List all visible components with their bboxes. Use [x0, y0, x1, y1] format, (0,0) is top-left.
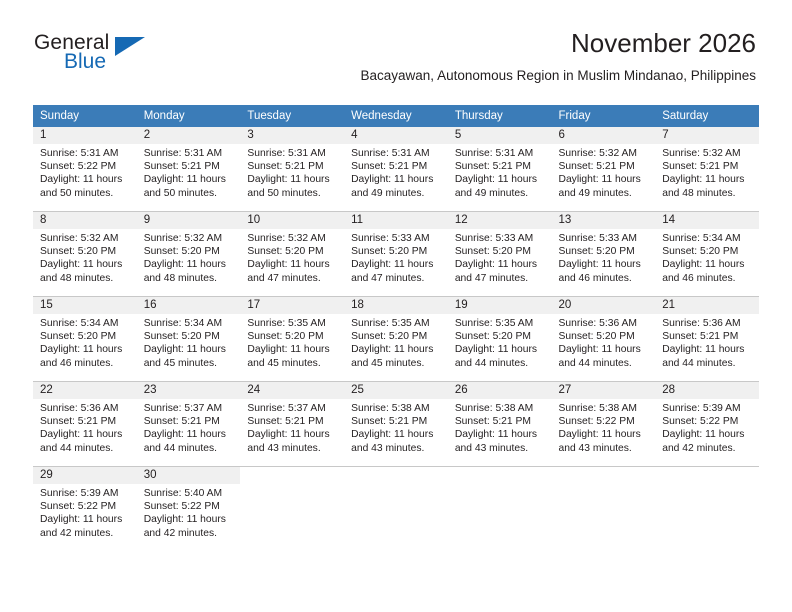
day-number: 1: [33, 127, 137, 144]
day-details: [448, 399, 552, 455]
daylight-text-line2: and 45 minutes.: [143, 357, 217, 369]
sunrise-text: Sunrise: 5:33 AM: [454, 233, 534, 244]
calendar-week-row: [33, 467, 759, 552]
calendar-cell[interactable]: [655, 382, 759, 467]
sunset-text: Sunset: 5:20 PM: [558, 246, 635, 258]
calendar-cell[interactable]: [448, 382, 552, 467]
day-details: [33, 399, 137, 455]
daylight-text-line1: Daylight: 11 hours: [143, 174, 226, 186]
calendar-cell[interactable]: [137, 467, 241, 552]
day-details: [448, 314, 552, 370]
daylight-text-line2: and 45 minutes.: [247, 357, 321, 369]
calendar-week-row: [33, 212, 759, 297]
calendar-day[interactable]: [448, 127, 552, 211]
day-details: [137, 144, 241, 200]
day-number: 12: [448, 212, 552, 229]
calendar-day[interactable]: [33, 467, 137, 551]
day-number: 10: [240, 212, 344, 229]
day-details: [344, 399, 448, 455]
sunrise-text: Sunrise: 5:31 AM: [351, 148, 430, 159]
sunset-text: Sunset: 5:21 PM: [558, 161, 635, 173]
day-details: [344, 314, 448, 370]
calendar-cell[interactable]: [448, 467, 552, 552]
sunrise-text: Sunrise: 5:32 AM: [143, 233, 223, 244]
calendar-table: [33, 105, 759, 551]
daylight-text-line2: and 49 minutes.: [351, 187, 425, 199]
day-number: 22: [33, 382, 137, 399]
sunrise-text: Sunrise: 5:37 AM: [247, 403, 326, 414]
calendar-cell[interactable]: [240, 467, 344, 552]
daylight-text-line2: and 50 minutes.: [247, 187, 321, 199]
day-number: 9: [137, 212, 241, 229]
sunrise-text: Sunrise: 5:37 AM: [143, 403, 223, 414]
day-details: [137, 484, 241, 540]
sunrise-text: Sunrise: 5:36 AM: [558, 318, 637, 329]
calendar-day[interactable]: [655, 382, 759, 466]
calendar-cell[interactable]: [344, 297, 448, 382]
calendar-day[interactable]: [655, 127, 759, 211]
calendar-day[interactable]: [552, 212, 656, 296]
sunset-text: Sunset: 5:22 PM: [662, 416, 739, 428]
sunrise-text: Sunrise: 5:35 AM: [247, 318, 326, 329]
daylight-text-line2: and 46 minutes.: [662, 272, 736, 284]
day-details: [655, 484, 759, 487]
day-details: [240, 229, 344, 285]
day-number: 16: [137, 297, 241, 314]
page-header: [0, 0, 792, 83]
calendar-day[interactable]: [552, 382, 656, 466]
day-details: [655, 399, 759, 455]
calendar-day-empty: [344, 467, 448, 551]
generalblue-logo[interactable]: [34, 31, 164, 79]
sunset-text: Sunset: 5:20 PM: [662, 246, 739, 258]
sunset-text: Sunset: 5:21 PM: [40, 416, 117, 428]
sunrise-text: Sunrise: 5:32 AM: [247, 233, 326, 244]
daylight-text-line2: and 43 minutes.: [247, 442, 321, 454]
day-details: [137, 399, 241, 455]
weekday-header-wednesday: Wednesday: [344, 105, 448, 127]
calendar-cell[interactable]: [240, 297, 344, 382]
sunset-text: Sunset: 5:21 PM: [247, 416, 324, 428]
calendar-day[interactable]: [33, 297, 137, 381]
calendar-cell[interactable]: [137, 297, 241, 382]
daylight-text-line2: and 43 minutes.: [558, 442, 632, 454]
sunset-text: Sunset: 5:21 PM: [247, 161, 324, 173]
daylight-text-line2: and 43 minutes.: [351, 442, 425, 454]
day-details: [240, 399, 344, 455]
day-number: [552, 467, 656, 484]
calendar-day[interactable]: [137, 212, 241, 296]
daylight-text-line2: and 48 minutes.: [40, 272, 114, 284]
page-title: November 2026: [571, 28, 756, 58]
calendar-cell[interactable]: [33, 382, 137, 467]
sunrise-text: Sunrise: 5:39 AM: [662, 403, 741, 414]
daylight-text-line1: Daylight: 11 hours: [454, 344, 538, 356]
daylight-text-line1: Daylight: 11 hours: [40, 174, 123, 186]
daylight-text-line2: and 49 minutes.: [454, 187, 529, 199]
sunset-text: Sunset: 5:20 PM: [247, 331, 324, 343]
sunset-text: Sunset: 5:20 PM: [454, 331, 531, 343]
sunrise-text: Sunrise: 5:35 AM: [351, 318, 430, 329]
day-number: 8: [33, 212, 137, 229]
sunrise-text: Sunrise: 5:35 AM: [454, 318, 534, 329]
daylight-text-line1: Daylight: 11 hours: [247, 174, 330, 186]
sunrise-text: Sunrise: 5:40 AM: [143, 488, 223, 499]
day-details: [137, 314, 241, 370]
sunset-text: Sunset: 5:22 PM: [40, 501, 117, 513]
day-number: 6: [552, 127, 656, 144]
day-details: [344, 484, 448, 487]
calendar-week-row: [33, 297, 759, 382]
sunset-text: Sunset: 5:22 PM: [40, 161, 117, 173]
daylight-text-line1: Daylight: 11 hours: [143, 344, 226, 356]
day-number: 26: [448, 382, 552, 399]
day-number: [240, 467, 344, 484]
daylight-text-line2: and 49 minutes.: [558, 187, 632, 199]
calendar-day[interactable]: [137, 297, 241, 381]
calendar-day[interactable]: [240, 212, 344, 296]
calendar-day[interactable]: [240, 382, 344, 466]
sunrise-text: Sunrise: 5:32 AM: [558, 148, 637, 159]
calendar-day[interactable]: [344, 212, 448, 296]
calendar-cell[interactable]: [448, 212, 552, 297]
sunrise-text: Sunrise: 5:33 AM: [558, 233, 637, 244]
calendar-day[interactable]: [33, 127, 137, 211]
sunrise-text: Sunrise: 5:36 AM: [40, 403, 119, 414]
daylight-text-line1: Daylight: 11 hours: [351, 344, 434, 356]
calendar-day[interactable]: [448, 212, 552, 296]
calendar-cell[interactable]: [33, 212, 137, 297]
sunrise-text: Sunrise: 5:39 AM: [40, 488, 119, 499]
daylight-text-line2: and 42 minutes.: [40, 527, 114, 539]
day-details: [448, 144, 552, 200]
calendar-day[interactable]: [137, 127, 241, 211]
daylight-text-line1: Daylight: 11 hours: [454, 259, 538, 271]
page-subtitle: Bacayawan, Autonomous Region in Muslim Mindanao, Philippines: [360, 68, 756, 83]
calendar-week-row: [33, 382, 759, 467]
calendar-day[interactable]: [137, 382, 241, 466]
daylight-text-line1: Daylight: 11 hours: [247, 259, 330, 271]
sunrise-text: Sunrise: 5:32 AM: [40, 233, 119, 244]
sunrise-text: Sunrise: 5:34 AM: [143, 318, 223, 329]
daylight-text-line1: Daylight: 11 hours: [558, 174, 641, 186]
daylight-text-line1: Daylight: 11 hours: [143, 514, 226, 526]
sunset-text: Sunset: 5:22 PM: [143, 501, 220, 513]
calendar-cell[interactable]: [655, 127, 759, 212]
sunset-text: Sunset: 5:21 PM: [143, 416, 220, 428]
day-details: [240, 144, 344, 200]
calendar-day-empty: [240, 467, 344, 551]
calendar-day[interactable]: [448, 382, 552, 466]
day-number: 20: [552, 297, 656, 314]
sunset-text: Sunset: 5:21 PM: [662, 331, 739, 343]
sunset-text: Sunset: 5:20 PM: [247, 246, 324, 258]
sunset-text: Sunset: 5:20 PM: [351, 246, 428, 258]
daylight-text-line2: and 44 minutes.: [40, 442, 114, 454]
day-number: 14: [655, 212, 759, 229]
daylight-text-line2: and 42 minutes.: [662, 442, 736, 454]
calendar-cell[interactable]: [344, 127, 448, 212]
day-details: [552, 314, 656, 370]
calendar-cell[interactable]: [344, 467, 448, 552]
sunrise-text: Sunrise: 5:38 AM: [351, 403, 430, 414]
calendar-day-empty: [552, 467, 656, 551]
day-details: [552, 229, 656, 285]
calendar-cell[interactable]: [33, 297, 137, 382]
calendar-week-row: [33, 127, 759, 212]
calendar-day[interactable]: [448, 297, 552, 381]
calendar-day[interactable]: [552, 297, 656, 381]
calendar-day[interactable]: [655, 212, 759, 296]
calendar-cell[interactable]: [137, 382, 241, 467]
day-details: [344, 144, 448, 200]
sunrise-text: Sunrise: 5:38 AM: [558, 403, 637, 414]
day-number: 30: [137, 467, 241, 484]
calendar-day[interactable]: [344, 382, 448, 466]
sunset-text: Sunset: 5:21 PM: [454, 161, 531, 173]
day-number: 23: [137, 382, 241, 399]
daylight-text-line1: Daylight: 11 hours: [558, 429, 641, 441]
daylight-text-line2: and 47 minutes.: [247, 272, 321, 284]
day-details: [552, 144, 656, 200]
day-number: 24: [240, 382, 344, 399]
sunset-text: Sunset: 5:21 PM: [351, 161, 428, 173]
daylight-text-line1: Daylight: 11 hours: [351, 429, 434, 441]
daylight-text-line1: Daylight: 11 hours: [40, 344, 123, 356]
calendar-day[interactable]: [137, 467, 241, 551]
triangle-icon: [115, 37, 145, 56]
daylight-text-line2: and 47 minutes.: [351, 272, 425, 284]
daylight-text-line1: Daylight: 11 hours: [143, 259, 226, 271]
logo-text-general: General: [34, 31, 110, 54]
calendar-cell[interactable]: [448, 127, 552, 212]
calendar-cell[interactable]: [655, 297, 759, 382]
day-details: [344, 229, 448, 285]
calendar-cell[interactable]: [655, 212, 759, 297]
calendar-day[interactable]: [344, 127, 448, 211]
sunrise-text: Sunrise: 5:32 AM: [662, 148, 741, 159]
day-number: [448, 467, 552, 484]
weekday-header-saturday: Saturday: [655, 105, 759, 127]
daylight-text-line1: Daylight: 11 hours: [40, 259, 123, 271]
calendar-cell[interactable]: [33, 467, 137, 552]
day-details: [240, 314, 344, 370]
sunset-text: Sunset: 5:22 PM: [558, 416, 635, 428]
calendar-cell[interactable]: [137, 127, 241, 212]
daylight-text-line2: and 44 minutes.: [454, 357, 529, 369]
sunset-text: Sunset: 5:20 PM: [143, 246, 220, 258]
day-details: [240, 484, 344, 487]
day-details: [552, 399, 656, 455]
calendar-cell[interactable]: [448, 297, 552, 382]
sunset-text: Sunset: 5:21 PM: [143, 161, 220, 173]
sunrise-text: Sunrise: 5:31 AM: [40, 148, 119, 159]
daylight-text-line2: and 44 minutes.: [662, 357, 736, 369]
sunset-text: Sunset: 5:20 PM: [143, 331, 220, 343]
weekday-header-sunday: Sunday: [33, 105, 137, 127]
day-number: [344, 467, 448, 484]
calendar-day-empty: [448, 467, 552, 551]
daylight-text-line1: Daylight: 11 hours: [40, 429, 123, 441]
sunrise-text: Sunrise: 5:33 AM: [351, 233, 430, 244]
sunset-text: Sunset: 5:21 PM: [454, 416, 531, 428]
sunrise-text: Sunrise: 5:34 AM: [662, 233, 741, 244]
sunset-text: Sunset: 5:20 PM: [40, 331, 117, 343]
day-number: 7: [655, 127, 759, 144]
day-number: 13: [552, 212, 656, 229]
daylight-text-line1: Daylight: 11 hours: [454, 174, 538, 186]
daylight-text-line2: and 48 minutes.: [143, 272, 217, 284]
calendar-cell[interactable]: [552, 212, 656, 297]
day-details: [655, 229, 759, 285]
daylight-text-line1: Daylight: 11 hours: [662, 259, 745, 271]
calendar-day-empty: [655, 467, 759, 551]
day-number: [655, 467, 759, 484]
day-details: [552, 484, 656, 487]
day-details: [448, 229, 552, 285]
daylight-text-line2: and 46 minutes.: [558, 272, 632, 284]
calendar-day[interactable]: [33, 382, 137, 466]
day-number: 25: [344, 382, 448, 399]
daylight-text-line2: and 45 minutes.: [351, 357, 425, 369]
day-details: [448, 484, 552, 487]
daylight-text-line1: Daylight: 11 hours: [454, 429, 538, 441]
calendar-cell[interactable]: [552, 382, 656, 467]
weekday-header-friday: Friday: [552, 105, 656, 127]
day-number: 4: [344, 127, 448, 144]
day-number: 19: [448, 297, 552, 314]
calendar-cell[interactable]: [552, 297, 656, 382]
calendar-cell[interactable]: [33, 127, 137, 212]
daylight-text-line1: Daylight: 11 hours: [247, 344, 330, 356]
daylight-text-line1: Daylight: 11 hours: [558, 259, 641, 271]
sunset-text: Sunset: 5:21 PM: [351, 416, 428, 428]
daylight-text-line1: Daylight: 11 hours: [247, 429, 330, 441]
daylight-text-line2: and 44 minutes.: [558, 357, 632, 369]
daylight-text-line2: and 44 minutes.: [143, 442, 217, 454]
sunset-text: Sunset: 5:21 PM: [662, 161, 739, 173]
sunset-text: Sunset: 5:20 PM: [454, 246, 531, 258]
day-number: 17: [240, 297, 344, 314]
day-number: 15: [33, 297, 137, 314]
sunrise-text: Sunrise: 5:38 AM: [454, 403, 534, 414]
day-number: 2: [137, 127, 241, 144]
day-number: 27: [552, 382, 656, 399]
calendar-day[interactable]: [655, 297, 759, 381]
daylight-text-line1: Daylight: 11 hours: [351, 259, 434, 271]
daylight-text-line2: and 46 minutes.: [40, 357, 114, 369]
calendar-cell[interactable]: [137, 212, 241, 297]
sunrise-text: Sunrise: 5:31 AM: [454, 148, 534, 159]
calendar-day[interactable]: [552, 127, 656, 211]
calendar-header-row: [33, 105, 759, 127]
day-number: 28: [655, 382, 759, 399]
daylight-text-line2: and 47 minutes.: [454, 272, 529, 284]
sunrise-text: Sunrise: 5:31 AM: [247, 148, 326, 159]
calendar-cell[interactable]: [552, 467, 656, 552]
logo-text-blue: Blue: [64, 50, 107, 73]
daylight-text-line1: Daylight: 11 hours: [662, 344, 745, 356]
calendar-cell[interactable]: [240, 382, 344, 467]
daylight-text-line2: and 48 minutes.: [662, 187, 736, 199]
calendar-cell[interactable]: [344, 382, 448, 467]
daylight-text-line1: Daylight: 11 hours: [558, 344, 641, 356]
day-number: 11: [344, 212, 448, 229]
weekday-header-monday: Monday: [137, 105, 241, 127]
day-number: 18: [344, 297, 448, 314]
daylight-text-line2: and 43 minutes.: [454, 442, 529, 454]
calendar-day[interactable]: [240, 127, 344, 211]
title-block: [361, 28, 756, 85]
sunset-text: Sunset: 5:20 PM: [558, 331, 635, 343]
daylight-text-line2: and 42 minutes.: [143, 527, 217, 539]
calendar-cell[interactable]: [552, 127, 656, 212]
sunset-text: Sunset: 5:20 PM: [351, 331, 428, 343]
day-details: [655, 144, 759, 200]
sunrise-text: Sunrise: 5:34 AM: [40, 318, 119, 329]
calendar-cell[interactable]: [240, 127, 344, 212]
daylight-text-line1: Daylight: 11 hours: [143, 429, 226, 441]
day-details: [33, 484, 137, 540]
day-details: [33, 144, 137, 200]
sunrise-text: Sunrise: 5:31 AM: [143, 148, 223, 159]
day-details: [33, 314, 137, 370]
daylight-text-line1: Daylight: 11 hours: [662, 174, 745, 186]
day-details: [655, 314, 759, 370]
daylight-text-line1: Daylight: 11 hours: [351, 174, 434, 186]
daylight-text-line1: Daylight: 11 hours: [662, 429, 745, 441]
calendar-cell[interactable]: [240, 212, 344, 297]
day-number: 29: [33, 467, 137, 484]
sunset-text: Sunset: 5:20 PM: [40, 246, 117, 258]
day-number: 3: [240, 127, 344, 144]
daylight-text-line2: and 50 minutes.: [143, 187, 217, 199]
day-details: [33, 229, 137, 285]
daylight-text-line2: and 50 minutes.: [40, 187, 114, 199]
day-details: [137, 229, 241, 285]
daylight-text-line1: Daylight: 11 hours: [40, 514, 123, 526]
day-number: 21: [655, 297, 759, 314]
calendar-cell[interactable]: [344, 212, 448, 297]
calendar-day[interactable]: [344, 297, 448, 381]
calendar-day[interactable]: [33, 212, 137, 296]
sunrise-text: Sunrise: 5:36 AM: [662, 318, 741, 329]
day-number: 5: [448, 127, 552, 144]
weekday-header-thursday: Thursday: [448, 105, 552, 127]
weekday-header-tuesday: Tuesday: [240, 105, 344, 127]
calendar-cell[interactable]: [655, 467, 759, 552]
calendar-day[interactable]: [240, 297, 344, 381]
